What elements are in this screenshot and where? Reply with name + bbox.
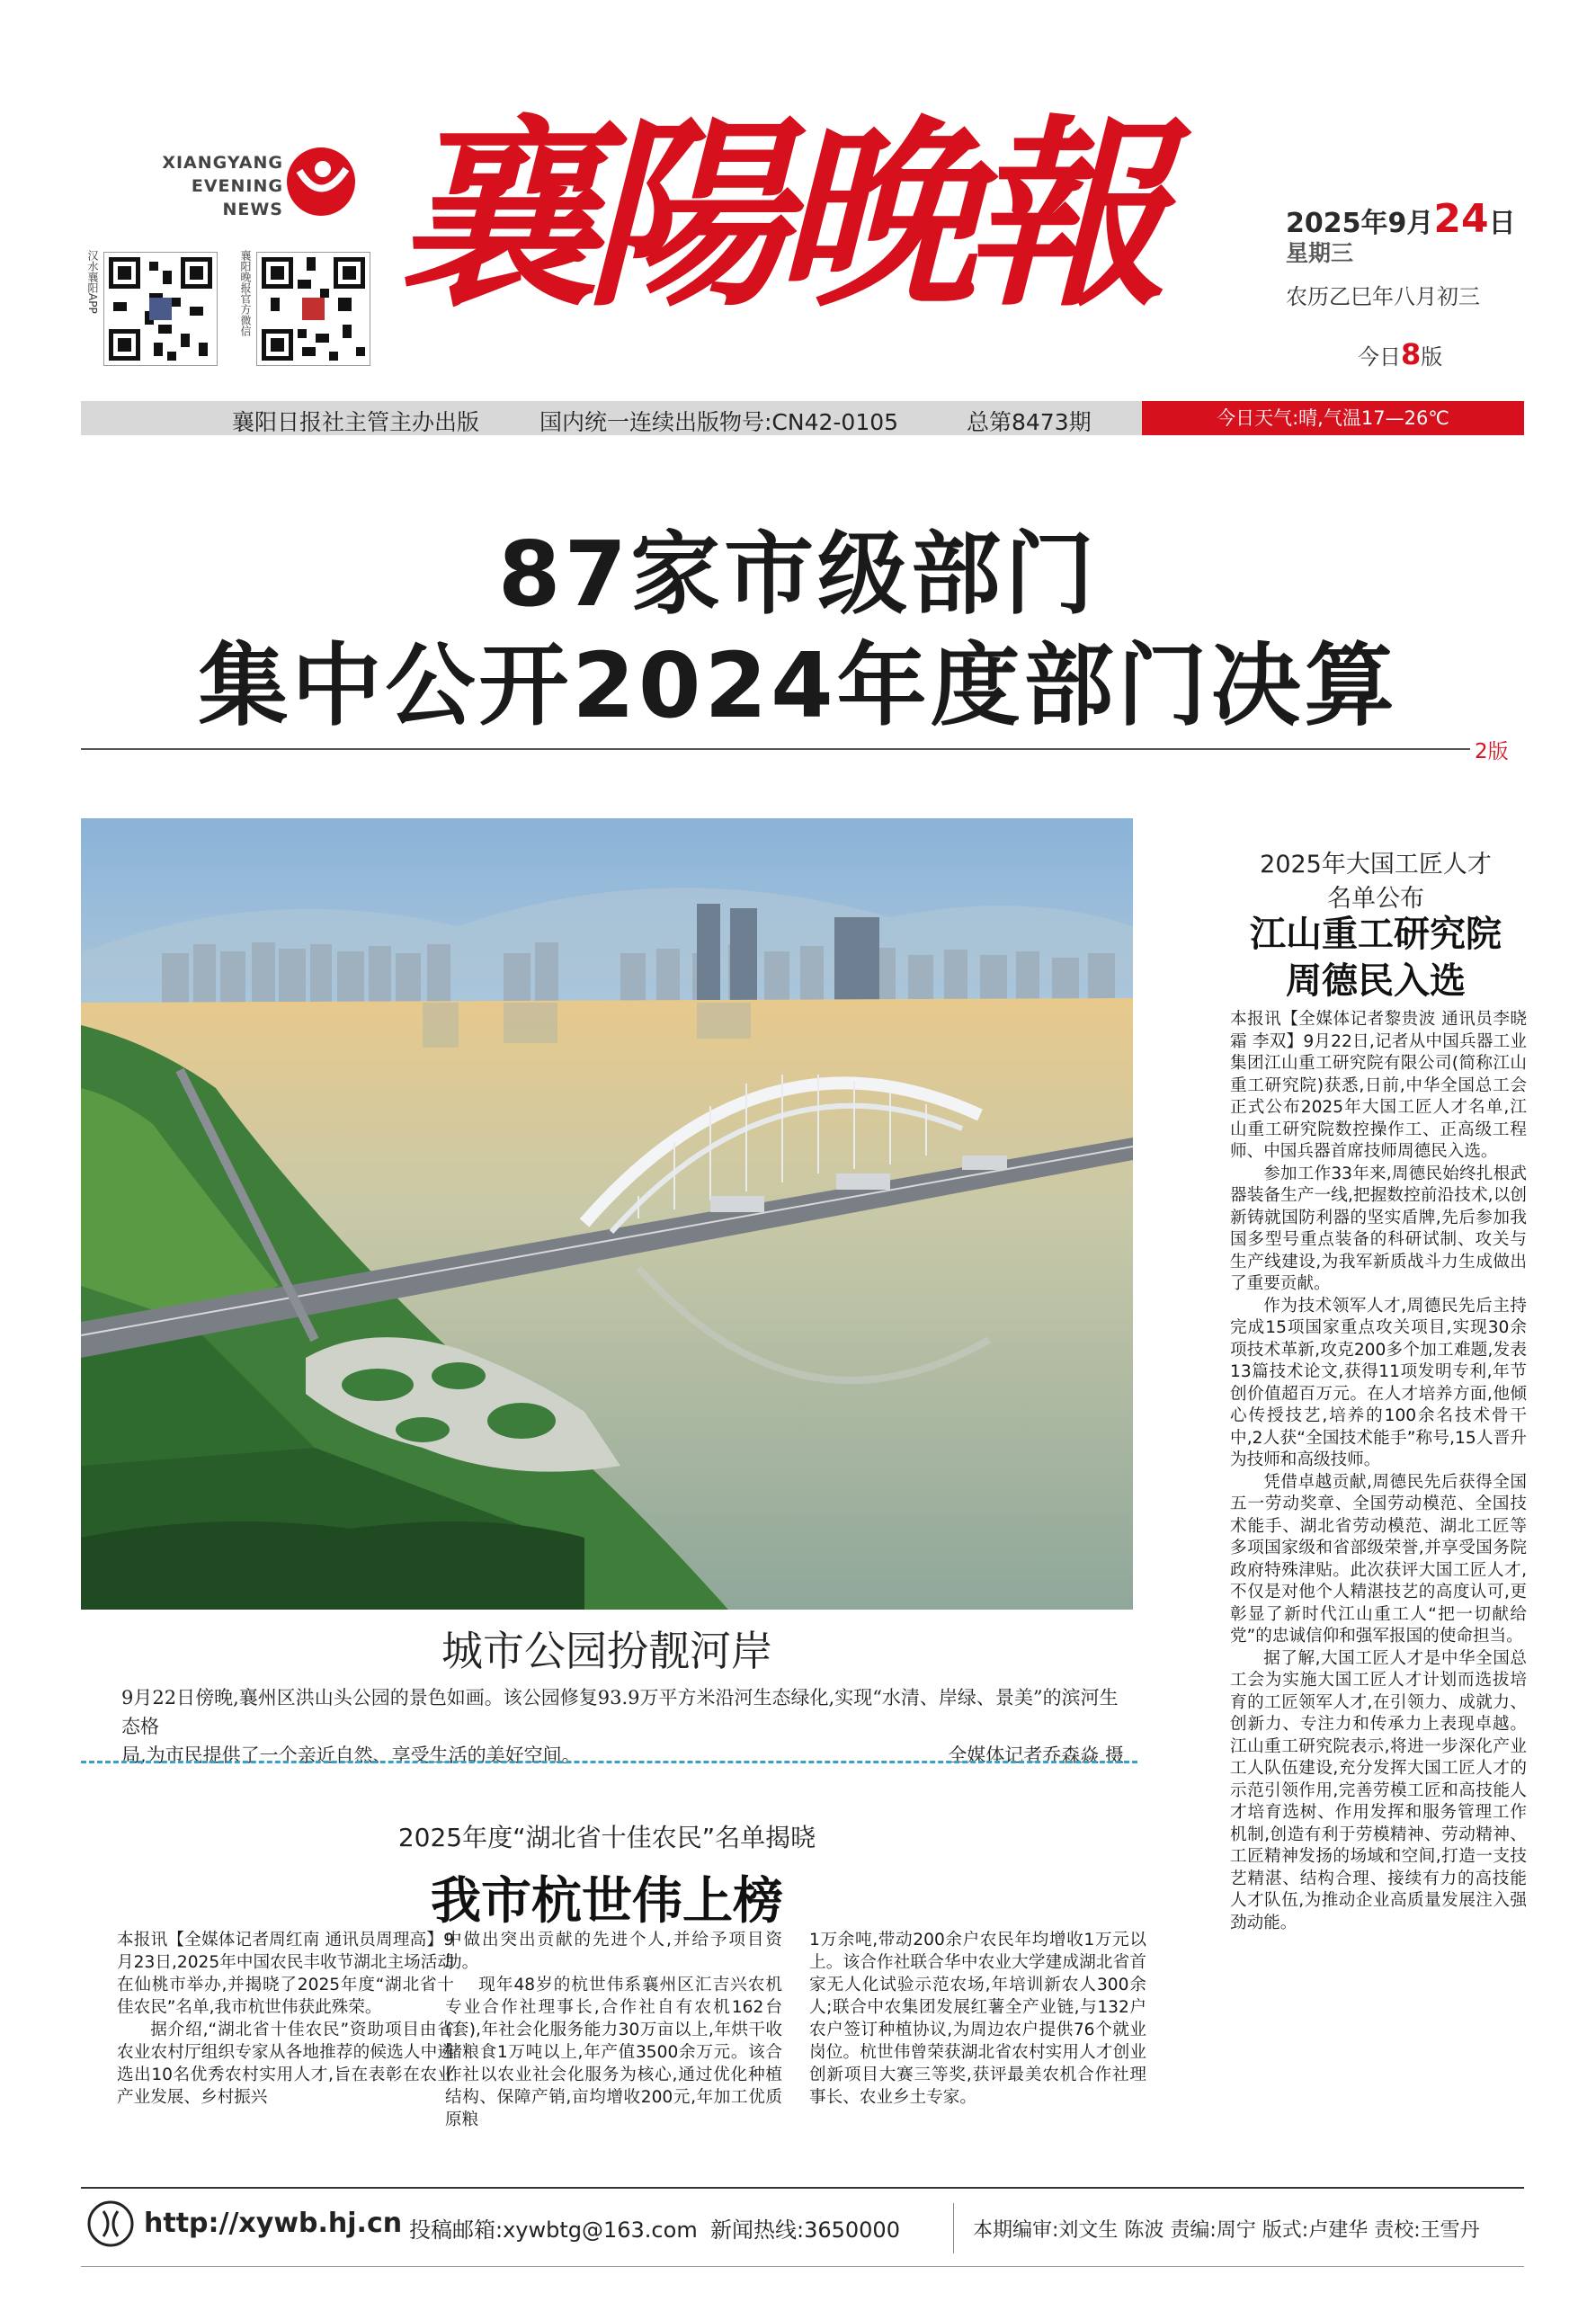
publication-info-bar	[81, 401, 1151, 435]
bottom-article-column-2	[445, 1929, 782, 2131]
bottom-article-paragraph: 本报讯【全媒体记者周红南 通讯员周理高】9月23日,2025年中国农民丰收节湖北主场活动在仙桃市举办,并揭晓了2025年度“湖北省十佳农民”名单,我市杭世伟获此殊荣。	[117, 1931, 454, 2017]
website-url-link[interactable]: http://xywb.hj.cn	[144, 2208, 403, 2239]
qr-label-app: 汉水襄阳APP	[86, 250, 99, 314]
photo-caption-title: 城市公园扮靓河岸	[441, 1627, 772, 1675]
qr-label-wechat: 襄阳晚报官方微信	[239, 250, 252, 336]
photo-caption-line2-row	[121, 1741, 1133, 1770]
website-globe-icon	[85, 2199, 136, 2249]
date-year-month: 2025年9月	[1286, 208, 1434, 239]
headline-rule	[81, 748, 1470, 750]
bottom-article-paragraph: 现年48岁的杭世伟系襄州区汇吉兴农机专业合作社理事长,合作社自有农机162台(套),年社会化服务能力30万亩以上,年烘干收储粮食1万吨以上,年产值3500余万元。该合作社以农业社会化服务为核心,通过优化种植结构、保障产销,亩均增收200元,年加工优质原粮	[445, 1976, 782, 2129]
city-park-riverbank-photo	[81, 818, 1133, 1610]
page-count	[1358, 337, 1442, 371]
photo-credit: 全媒体记者乔森焱 摄	[948, 1744, 1124, 1766]
publisher-text: 襄阳日报社主管主办出版	[232, 409, 480, 435]
caption-divider	[81, 1761, 1137, 1763]
right-article-paragraph: 据了解,大国工匠人才是中华全国总工会为实施大国工匠人才计划而选拔培育的工匠领军人才,在引领力、成就力、创新力、专注力和传承力上表现卓越。江山重工研究院表示,将进一步深化产业工人队伍建设,充分发挥大国工匠人才的示范引领作用,完善劳模工匠和高技能人才培育选树、作用发挥和服务管理工作机制,创造有利于劳模精神、劳动精神、工匠精神发扬的场域和空间,打造一支技艺精湛、结构合理、接续有力的高技能人才队伍,为推动企业高质量发展注入强劲动能。	[1230, 1648, 1527, 1932]
right-article-paragraph: 本报讯【全媒体记者黎贵波 通讯员李晓霜 李双】9月22日,记者从中国兵器工业集团江山重工研究院有限公司(简称江山重工研究院)获悉,日前,中华全国总工会正式公布2025年大国工匠人才名单,江山重工研究院数控操作工、正高级工程师、中国兵器首席技师周德民入选。	[1230, 1010, 1527, 1161]
masthead-title: 襄陽晚報	[396, 97, 1155, 335]
qr-code-wechat-icon[interactable]	[256, 252, 370, 366]
bottom-article-paragraph: 据介绍,“湖北省十佳农民”资助项目由省农业农村厅组织专家从各地推荐的候选人中遴选出10名优秀农村实用人才,旨在表彰在农业产业发展、乡村振兴	[117, 2021, 454, 2107]
right-article-kicker	[1205, 848, 1547, 916]
serial-number-text: 国内统一连续出版物号:CN42-0105	[539, 409, 899, 435]
newspaper-logo-icon	[283, 144, 360, 220]
qr-code-app-icon[interactable]	[103, 252, 218, 366]
news-hotline: 新闻热线:3650000	[710, 2217, 900, 2243]
bottom-article-title: 我市杭世伟上榜	[431, 1871, 783, 1931]
bottom-article-paragraph: 中做出突出贡献的先进个人,并给予项目资助。	[445, 1931, 782, 1972]
headline-line2: 集中公开2024年度部门决算	[198, 633, 1398, 738]
photo-caption-line2: 局,为市民提供了一个亲近自然、享受生活的美好空间。	[121, 1744, 581, 1766]
photo-caption-line1: 9月22日傍晚,襄州区洪山头公园的景色如画。该公园修复93.9万平方米沿河生态绿化,实现“水清、岸绿、景美”的滨河生态格	[121, 1687, 1119, 1737]
masthead-english-name	[153, 151, 283, 221]
headline-page-ref[interactable]: 2版	[1475, 740, 1509, 763]
date-suffix: 日	[1488, 208, 1516, 239]
bottom-article-column-1	[117, 1929, 454, 2109]
lunar-date: 农历乙巳年八月初三	[1286, 284, 1480, 309]
page-count-suffix: 版	[1421, 344, 1443, 370]
right-article-paragraph: 凭借卓越贡献,周德民先后获得全国五一劳动奖章、全国劳动模范、全国技术能手、湖北省劳动模范、湖北工匠等多项国家级和省部级荣誉,并享受国务院政府特殊津贴。此次获评大国工匠人才,不仅是对他个人精湛技艺的高度认可,更彰显了新时代江山重工人“把一切献给党”的忠诚信仰和强军报国的使命担当。	[1230, 1472, 1527, 1646]
bottom-article-kicker: 2025年度“湖北省十佳农民”名单揭晓	[397, 1823, 816, 1852]
footer-rule	[81, 2187, 1524, 2189]
footer-divider	[953, 2203, 954, 2253]
submission-email[interactable]: 投稿邮箱:xywbtg@163.com	[409, 2217, 698, 2243]
date-day: 24	[1433, 196, 1489, 242]
weekday: 星期三	[1286, 240, 1354, 266]
right-article-body	[1230, 1009, 1527, 1934]
right-article-paragraph: 参加工作33年来,周德民始终扎根武器装备生产一线,把握数控前沿技术,以创新铸就国防利器的坚实盾牌,先后参加我国多型号重点装备的科研试制、攻关与生产线建设,为我军新质战斗力生成做出了重要贡献。	[1230, 1164, 1527, 1293]
page-count-prefix: 今日	[1358, 344, 1401, 370]
weather-bar: 今日天气:晴,气温17—26℃	[1142, 401, 1524, 435]
right-title-line1: 江山重工研究院	[1250, 913, 1502, 955]
bottom-article-column-3	[809, 1929, 1146, 2109]
right-article-title	[1205, 911, 1547, 1004]
english-name-line2: EVENING NEWS	[191, 176, 283, 219]
issue-number-text: 总第8473期	[967, 409, 1092, 435]
right-title-line2: 周德民入选	[1286, 959, 1466, 1002]
bottom-article-paragraph: 1万余吨,带动200余户农民年均增收1万元以上。该合作社联合华中农业大学建成湖北省首家无人化试验示范农场,年培训新农人300余人;联合中农集团发展红薯全产业链,与132户农户签订种植协议,为周边农户提供76个就业岗位。杭世伟曾荣获湖北省农村实用人才创业创新项目大赛三等奖,获评最美农机合作社理事长、农业乡土专家。	[809, 1931, 1146, 2107]
page-count-number: 8	[1401, 337, 1422, 371]
right-article-paragraph: 作为技术领军人才,周德民先后主持完成15项国家重点攻关项目,实现30余项技术革新,攻克200多个加工难题,发表13篇技术论文,获得11项发明专利,年节创价值超百万元。在人才培养方面,他倾心传授技艺,培养的100余名技术骨干中,2人获“全国技术能手”称号,15人晋升为技师和高级技师。	[1230, 1296, 1527, 1469]
footer-bottom-rule	[81, 2266, 1524, 2267]
right-kicker-line2: 名单公布	[1327, 885, 1424, 913]
headline-line1: 87家市级部门	[497, 522, 1099, 627]
editorial-credits: 本期编审:刘文生 陈波 责编:周宁 版式:卢建华 责校:王雪丹	[973, 2219, 1480, 2242]
right-kicker-line1: 2025年大国工匠人才	[1260, 851, 1492, 879]
photo-caption-text	[121, 1683, 1133, 1770]
english-name-line1: XIANGYANG	[162, 153, 283, 173]
